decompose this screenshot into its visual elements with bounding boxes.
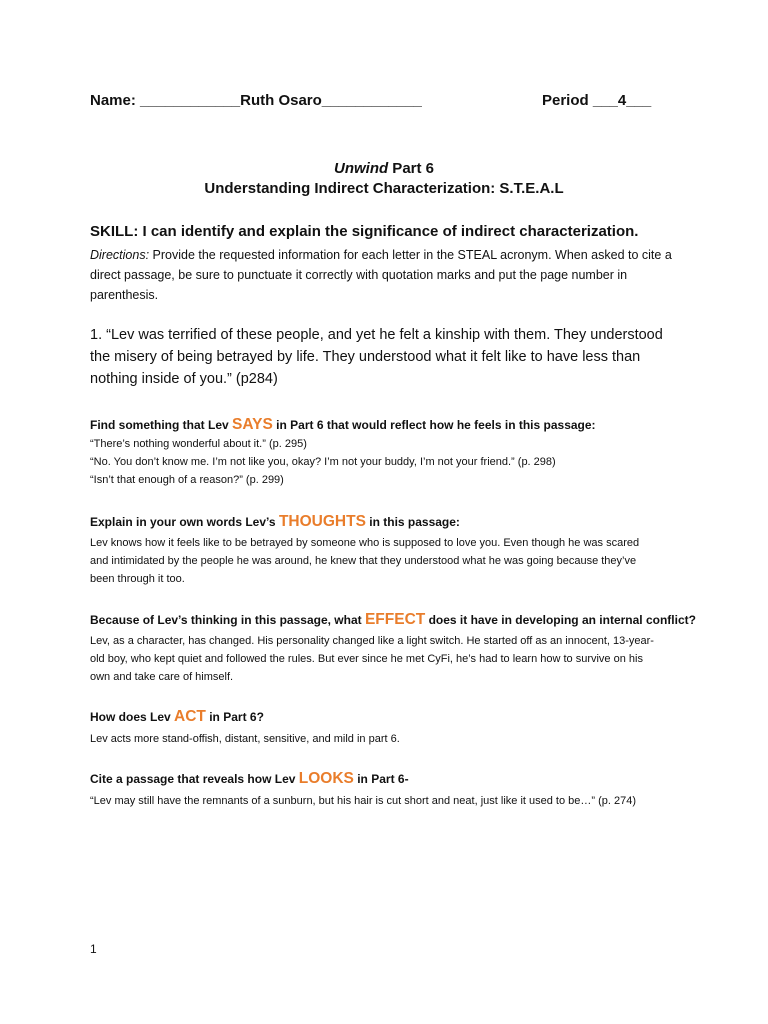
part-label: Part 6 bbox=[388, 160, 434, 177]
answer-line: Lev knows how it feels like to be betrayed by someone who is supposed to love you. Even though he was scared bbox=[90, 537, 640, 549]
directions bbox=[90, 245, 680, 305]
answer-looks bbox=[90, 792, 690, 810]
question-thoughts bbox=[90, 513, 460, 531]
answer-line: own and take care of himself. bbox=[90, 671, 234, 683]
keyword-thoughts: THOUGHTS bbox=[278, 513, 366, 530]
document-title bbox=[0, 160, 768, 177]
question-text: in Part 6 that would reflect how he feels in this passage: bbox=[272, 418, 596, 432]
keyword-effect: EFFECT bbox=[364, 611, 426, 628]
answer-line: “Isn’t that enough of a reason?” (p. 299) bbox=[90, 474, 284, 486]
question-says bbox=[90, 416, 596, 434]
keyword-looks: LOOKS bbox=[298, 770, 354, 787]
question-looks bbox=[90, 770, 409, 788]
period-field: Period ___4___ bbox=[542, 92, 652, 109]
keyword-says: SAYS bbox=[232, 416, 273, 433]
answer-line: Lev, as a character, has changed. His personality changed like a light switch. He started off as an innocent, 13-year- bbox=[90, 635, 654, 647]
answer-line: “Lev may still have the remnants of a sunburn, but his hair is cut short and neat, just like it used to be…” (p. 274) bbox=[90, 795, 636, 807]
book-title: Unwind bbox=[333, 160, 389, 177]
answer-line: “No. You don’t know me. I’m not like you, okay? I’m not your buddy, I’m not your friend.” (p. 298) bbox=[90, 456, 556, 468]
question-text: How does Lev bbox=[90, 710, 175, 724]
question-text: Find something that Lev bbox=[90, 418, 233, 432]
question-text: Because of Lev’s thinking in this passage, what bbox=[90, 613, 365, 627]
answer-line: old boy, who kept quiet and followed the rules. But ever since he met CyFi, he’s had to learn how to survive on his bbox=[90, 653, 643, 665]
skill-statement: SKILL: I can identify and explain the significance of indirect characterization. bbox=[90, 223, 639, 240]
question-act bbox=[90, 708, 264, 726]
answer-says bbox=[90, 435, 690, 489]
keyword-act: ACT bbox=[174, 708, 206, 725]
answer-act bbox=[90, 730, 690, 748]
answer-line: Lev acts more stand-offish, distant, sensitive, and mild in part 6. bbox=[90, 733, 400, 745]
answer-effect bbox=[90, 632, 690, 686]
answer-line: “There’s nothing wonderful about it.” (p. 295) bbox=[90, 438, 307, 450]
question-text: Cite a passage that reveals how Lev bbox=[90, 772, 299, 786]
answer-thoughts bbox=[90, 534, 690, 588]
question-text: in this passage: bbox=[365, 515, 460, 529]
directions-label: Directions: bbox=[90, 248, 150, 262]
answer-line: been through it too. bbox=[90, 573, 185, 585]
question-text: Explain in your own words Lev’s bbox=[90, 515, 279, 529]
directions-text: Provide the requested information for each letter in the STEAL acronym. When asked to cite a direct passage, be sure to punctuate it correctly with quotation marks and put the page number in parenthesis. bbox=[90, 248, 672, 302]
passage-quote: 1. “Lev was terrified of these people, and yet he felt a kinship with them. They understood the misery of being betrayed by life. They understood what it felt like to have less than nothing inside of you.” (p284) bbox=[90, 327, 663, 387]
answer-line: and intimidated by the people he was around, he knew that they understood what he was going because they’ve bbox=[90, 555, 637, 567]
name-field: Name: ____________Ruth Osaro____________ bbox=[90, 92, 422, 109]
page-number: 1 bbox=[90, 942, 97, 956]
question-text: in Part 6? bbox=[205, 710, 264, 724]
question-text: in Part 6- bbox=[353, 772, 409, 786]
document-subtitle: Understanding Indirect Characterization: S.T.E.A.L bbox=[204, 180, 564, 197]
question-text: does it have in developing an internal conflict? bbox=[425, 613, 696, 627]
question-effect bbox=[90, 611, 696, 629]
